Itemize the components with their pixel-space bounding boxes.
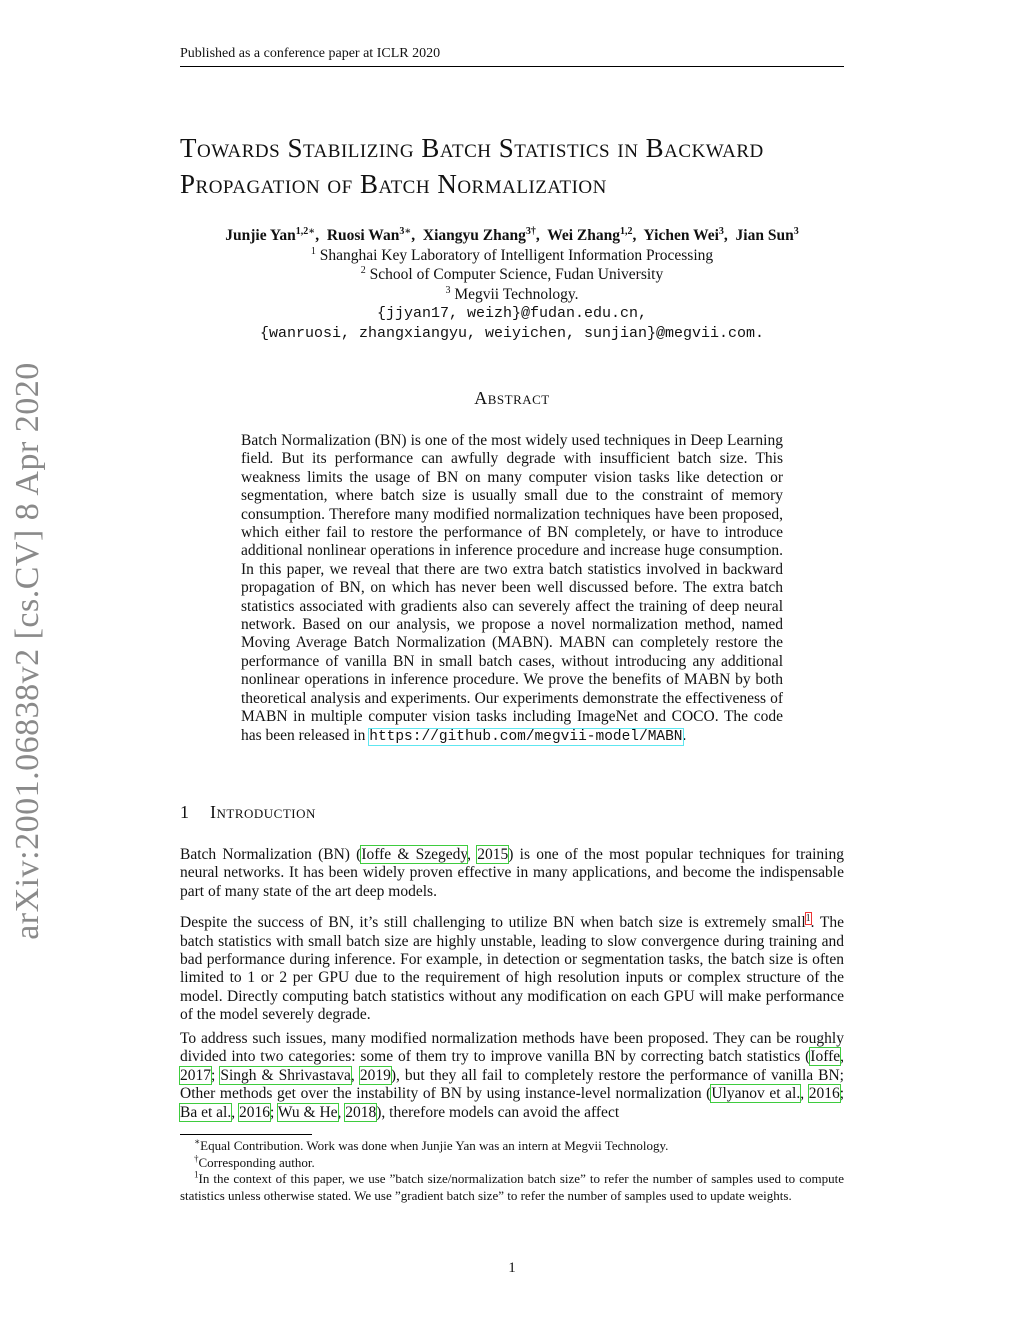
affiliation: $^2$ School of Computer Science, Fudan University xyxy=(360,264,664,283)
citation-year-link[interactable]: 2016 xyxy=(238,1103,270,1121)
author: Wei Zhang$^{1,2}$ xyxy=(547,225,633,244)
author: Ruosi Wan$^{3∗}$ xyxy=(326,225,412,244)
email-line: {jjyan17, weizh}@fudan.edu.cn, xyxy=(376,305,648,322)
author: Jian Sun$^3$ xyxy=(735,225,799,244)
footnote-divider xyxy=(180,1134,312,1135)
author: Junjie Yan$^{1,2∗}$ xyxy=(225,225,316,244)
author: Xiangyu Zhang$^{3\dagger}$ xyxy=(422,225,536,244)
arxiv-stamp: arXiv:2001.06838v2 [cs.CV] 8 Apr 2020 xyxy=(9,362,46,940)
citation-year-link[interactable]: 2018 xyxy=(345,1103,377,1121)
paper-title: Towards Stabilizing Batch Statistics in Backward Propagation of Batch Normalization xyxy=(180,133,764,199)
author-names: Junjie Yan$^{1,2∗}$, Ruosi Wan$^{3∗}$, Xiangyu Zhang$^{3\dagger}$, Wei Zhang$^{1,2}$, Yichen Wei$^3$, Jian Sun$^3$ xyxy=(225,225,799,244)
abstract-heading: Abstract xyxy=(474,388,550,408)
abstract-body: Batch Normalization (BN) is one of the most widely used techniques in Deep Learning field. But its performance can awfully degrade with insufficient batch size. This weakness limits the usage of BN on many computer vision tasks like detection or segmentation, where batch size is usually small due to the constraint of memory consumption. Therefore many modified normalization techniques have been proposed, which either fail to restore the performance of BN completely, or have to introduce additional nonlinear operations in inference procedure and increase huge consumption. In this paper, we reveal that there are two extra batch statistics involved in backward propagation of BN, on which has never been well discussed before. The extra batch statistics associated with gradients also can severely affect the training of deep neural network. Based on our analysis, we propose a novel normalization method, named Moving Average Batch Normalization (MABN). MABN can completely restore the performance of vanilla BN in small batch cases, without introducing any additional nonlinear operations in inference procedure. We prove the benefits of MABN by both theoretical analysis and experiments. Our experiments demonstrate the effectiveness of MABN in multiple computer vision tasks including ImageNet and COCO. The code has been released in https://github.com/megvii-model/MABN. xyxy=(241,432,783,745)
citation-link[interactable]: Ioffe & Szegedy xyxy=(361,846,468,863)
citation-link[interactable]: Wu & He xyxy=(277,1103,338,1121)
code-link[interactable]: https://github.com/megvii-model/MABN xyxy=(369,728,683,745)
affiliation: $^3$ Megvii Technology. xyxy=(445,284,579,303)
author-block xyxy=(180,226,844,343)
intro-paragraph-3: To address such issues, many modified normalization methods have been proposed. They can be roughly divided into two categories: some of them try to improve vanilla BN by correcting batch statistics (Ioffe, 2017; Singh & Shrivastava, 2019), but they all fail to completely restore the performance of vanilla BN; Other methods get over the instability of BN by using instance-level normalization (Ulyanov et al., 2016; Ba et al., 2016; Wu & He, 2018), therefore models can avoid the affect xyxy=(180,1030,844,1121)
running-header: Published as a conference paper at ICLR 2020 xyxy=(180,45,844,67)
citation-link[interactable]: Ioffe xyxy=(810,1048,841,1066)
intro-paragraph-1: Batch Normalization (BN) (Ioffe & Szegedy, 2015) is one of the most popular techniques for training neural networks. It has been widely proven effective in many applications, and become the indispensable part of many state of the art deep models. xyxy=(180,846,844,900)
footnote: †Corresponding author. xyxy=(194,1153,315,1170)
citation-year-link[interactable]: 2019 xyxy=(359,1066,391,1084)
footnotes xyxy=(180,1138,844,1204)
page-number: 1 xyxy=(508,1260,516,1276)
citation-link[interactable]: Singh & Shrivastava xyxy=(220,1066,351,1084)
footnote: $^1$In the context of this paper, we use ”batch size/normalization batch size” to refer the number of samples used to compute statistics unless otherwise stated. We use ”gradient batch size” to refer the number of samples used to update weights. xyxy=(180,1169,844,1203)
author: Yichen Wei$^3$ xyxy=(643,225,724,244)
affiliation: $^1$ Shanghai Key Laboratory of Intelligent Information Processing xyxy=(310,245,714,264)
citation-link[interactable]: Ulyanov et al. xyxy=(711,1085,801,1103)
footnote: ∗Equal Contribution. Work was done when Junjie Yan was an intern at Megvii Technology. xyxy=(194,1136,669,1153)
citation-year-link[interactable]: 2016 xyxy=(808,1085,840,1103)
citation-year-link[interactable]: 2017 xyxy=(180,1066,211,1084)
section-heading: 1 Introduction xyxy=(180,802,316,822)
email-line: {wanruosi, zhangxiangyu, weiyichen, sunjian}@megvii.com. xyxy=(259,324,765,342)
citation-year-link[interactable]: 2015 xyxy=(477,846,509,863)
citation-link[interactable]: Ba et al. xyxy=(180,1103,232,1121)
footnote-ref-link[interactable]: 1 xyxy=(805,913,811,924)
intro-paragraph-2: Despite the success of BN, it’s still challenging to utilize BN when batch size is extremely small$^1$. The batch statistics with small batch size are highly unstable, leading to slow convergence during training and bad performance during inference. For example, in detection or segmentation tasks, the batch size is often limited to 1 or 2 per GPU due to the requirement of high resolution inputs or complex structure of the model. Directly computing batch statistics without any modification on each GPU will make performance of the model severely degrade. xyxy=(180,913,844,1024)
